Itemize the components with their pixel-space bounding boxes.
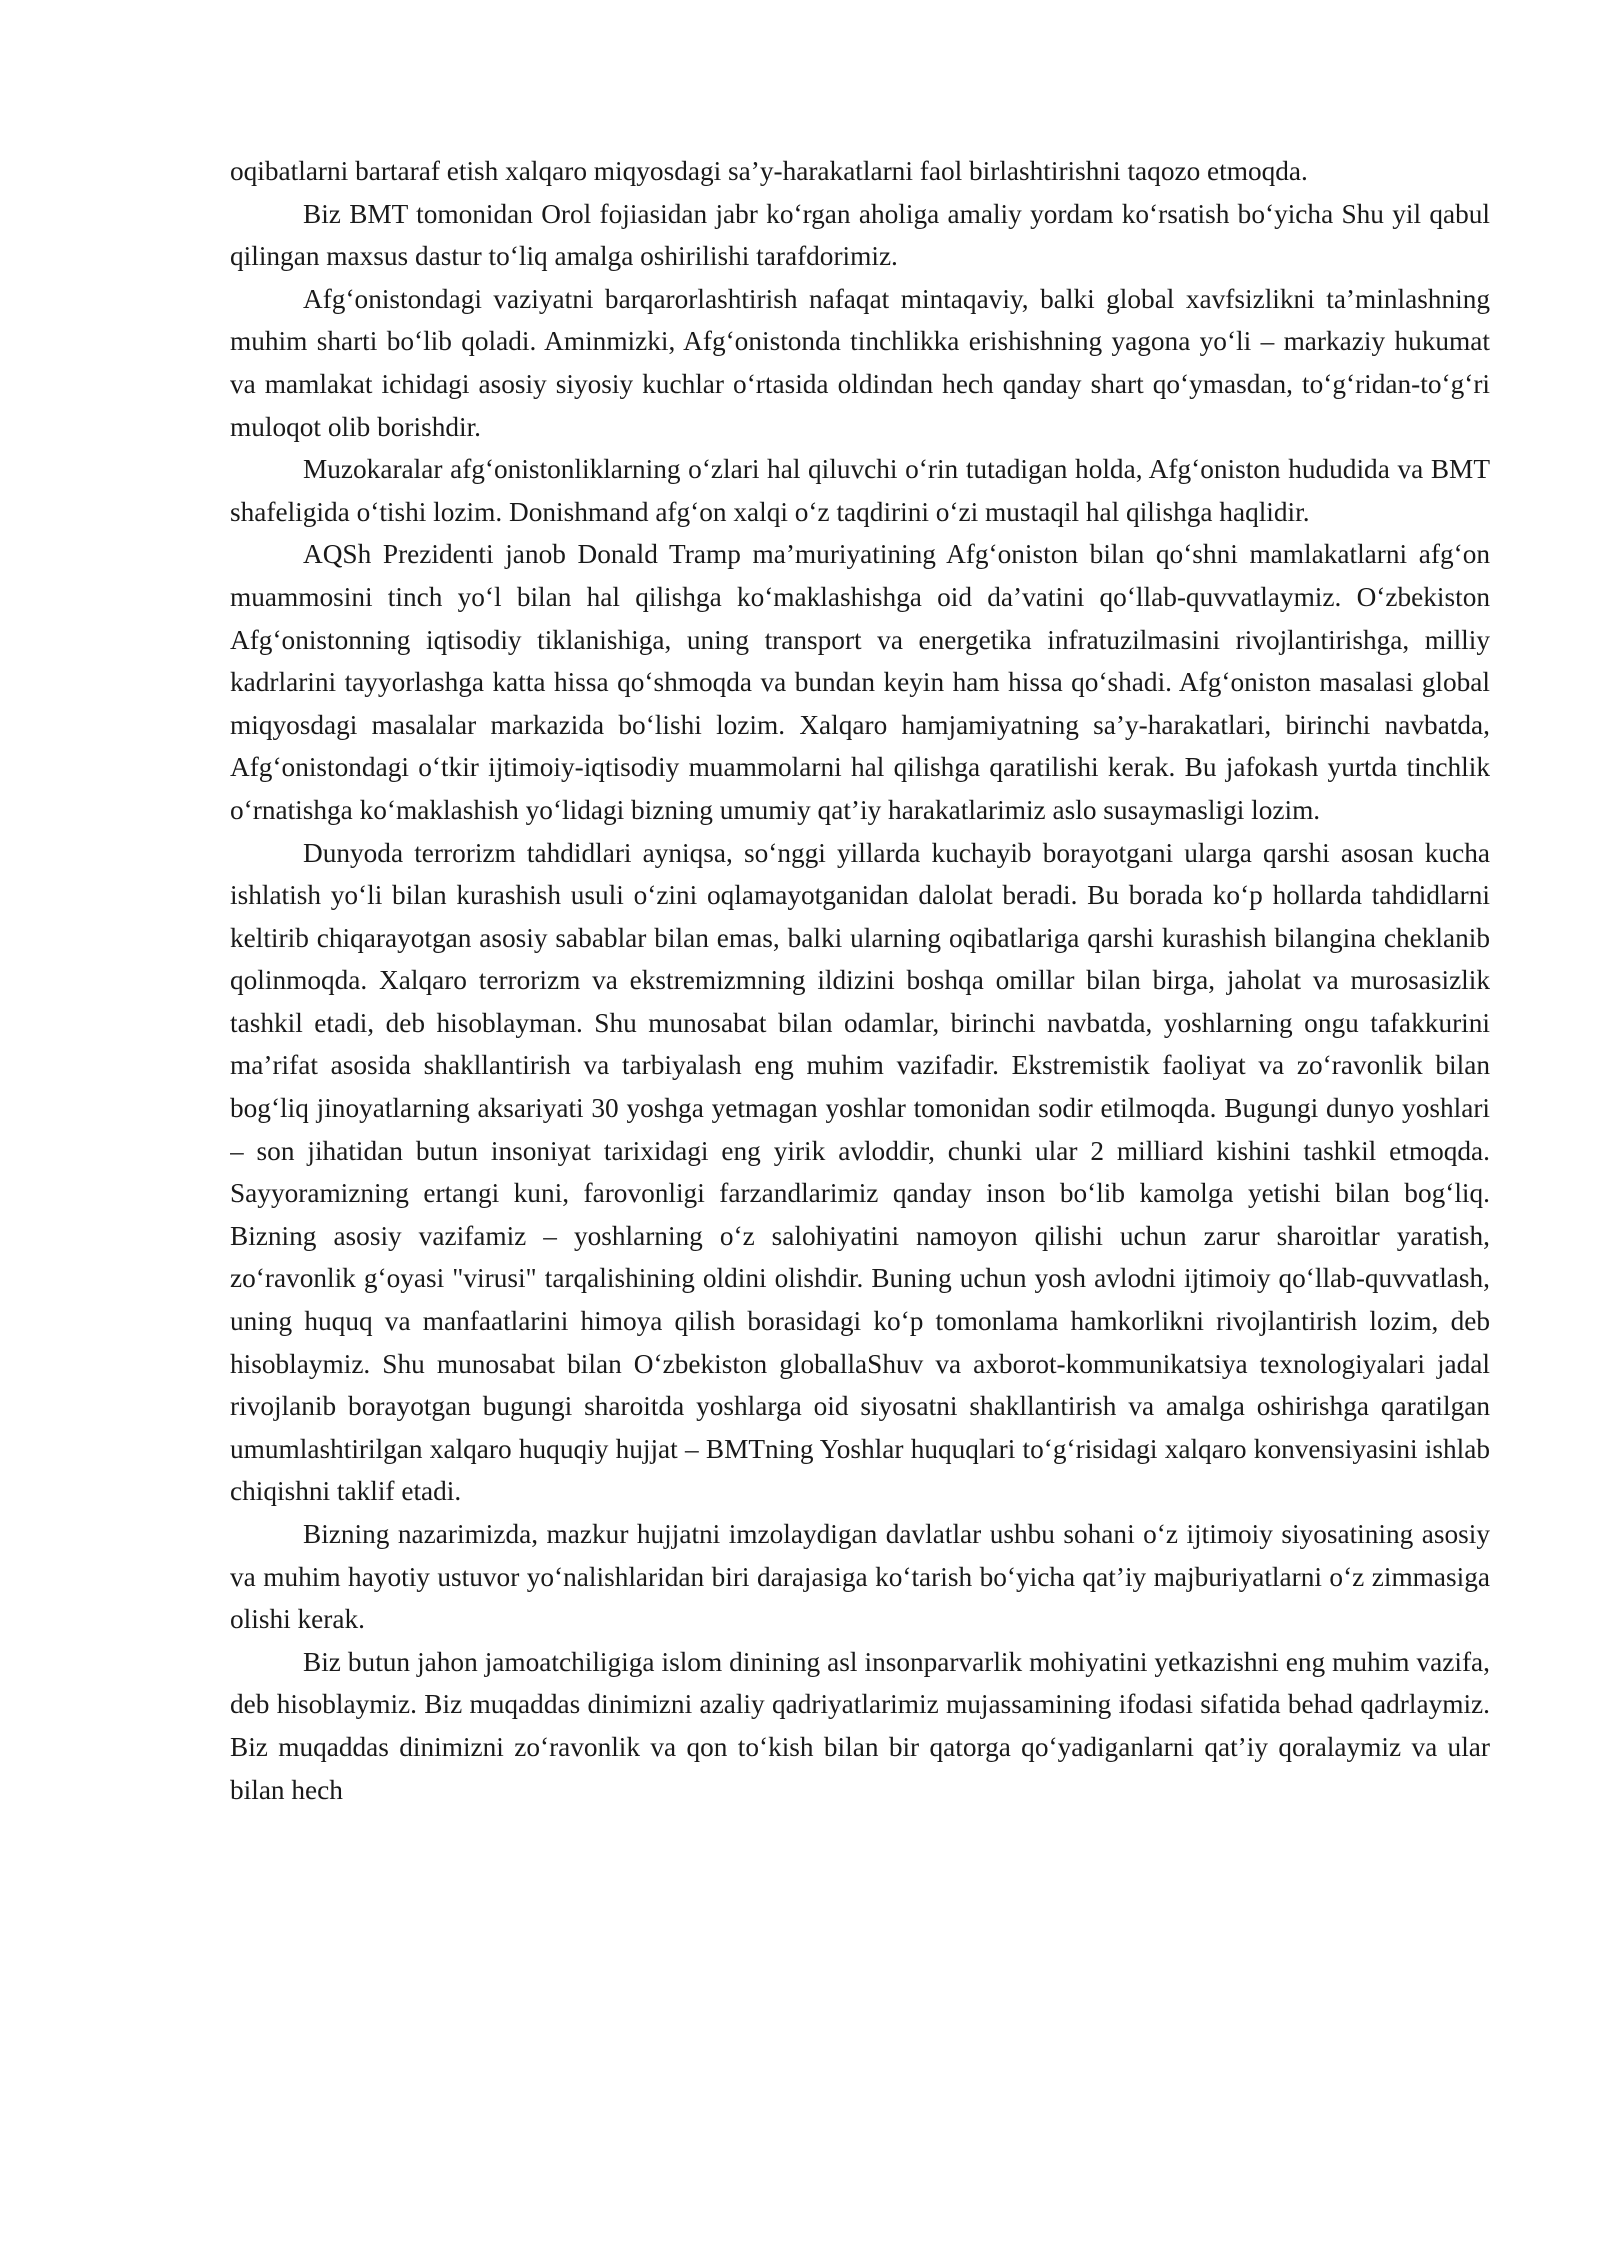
paragraph-terrorism-youth: Dunyoda terrorizm tahdidlari ayniqsa, so‘nggi yillarda kuchayib borayotgani ularga qarshi asosan kucha ishlatish yo‘li bilan kurashish usuli o‘zini oqlamayotganidan dalolat beradi. Bu borada ko‘p hollarda tahdidlarni keltirib chiqarayotgan asosiy sabablar bilan emas, balki ularning oqibatlariga qarshi kurashish bilangina cheklanib qolinmoqda. Xalqaro terrorizm va ekstremizmning ildizini boshqa omillar bilan birga, jaholat va murosasizlik tashkil etadi, deb hisoblayman. Shu munosabat bilan odamlar, birinchi navbatda, yoshlarning ongu tafakkurini ma’rifat asosida shakllantirish va tarbiyalash eng muhim vazifadir. Ekstremistik faoliyat va zo‘ravonlik bilan bog‘liq jinoyatlarning aksariyati 30 yoshga yetmagan yoshlar tomonidan sodir etilmoqda. Bugungi dunyo yoshlari – son jihatidan butun insoniyat tarixidagi eng yirik avloddir, chunki ular 2 milliard kishini tashkil etmoqda. Sayyoramizning ertangi kuni, farovonligi farzandlarimiz qanday inson bo‘lib kamolga yetishi bilan bog‘liq. Bizning asosiy vazifamiz – yoshlarning o‘z salohiyatini namoyon qilishi uchun zarur sharoitlar yaratish, zo‘ravonlik g‘oyasi "virusi" tarqalishining oldini olishdir. Buning uchun yosh avlodni ijtimoiy qo‘llab-quvvatlash, uning huquq va manfaatlarini himoya qilish borasidagi ko‘p tomonlama hamkorlikni rivojlantirish lozim, deb hisoblaymiz. Shu munosabat bilan O‘zbekiston globallaShuv va axborot-kommunikatsiya texnologiyalari jadal rivojlanib borayotgan bugungi sharoitda yoshlarga oid siyosatni shakllantirish va amalga oshirishga qaratilgan umumlashtirilgan xalqaro huquqiy hujjat – BMTning Yoshlar huquqlari to‘g‘risidagi xalqaro konvensiyasini ishlab chiqishni taklif etadi.	[230, 837, 1490, 1507]
document-page	[230, 150, 1490, 2210]
paragraph-islam-values: Biz butun jahon jamoatchiligiga islom dinining asl insonparvarlik mohiyatini yetkazishni eng muhim vazifa, deb hisoblaymiz. Biz muqaddas dinimizni azaliy qadriyatlarimiz mujassamining ifodasi sifatida behad qadrlaymiz. Biz muqaddas dinimizni zo‘ravonlik va qon to‘kish bilan bir qatorga qo‘yadiganlarni qat’iy qoralaymiz va ular bilan hech	[230, 1646, 1490, 1805]
paragraph-afghanistan-stability: Afg‘onistondagi vaziyatni barqarorlashtirish nafaqat mintaqaviy, balki global xavfsizlikni ta’minlashning muhim sharti bo‘lib qoladi. Aminmizki, Afg‘onistonda tinchlikka erishishning yagona yo‘li – markaziy hukumat va mamlakat ichidagi asosiy siyosiy kuchlar o‘rtasida oldindan hech qanday shart qo‘ymasdan, to‘g‘ridan-to‘g‘ri muloqot olib borishdir.	[230, 283, 1490, 442]
document-body	[230, 150, 1490, 1811]
paragraph-continuation: oqibatlarni bartaraf etish xalqaro miqyosdagi sa’y-harakatlarni faol birlashtirishni taqozo etmoqda.	[230, 156, 1308, 186]
paragraph-usa-support: AQSh Prezidenti janob Donald Tramp ma’muriyatining Afg‘oniston bilan qo‘shni mamlakatlarni afg‘on muammosini tinch yo‘l bilan hal qilishga ko‘maklashishga oid da’vatini qo‘llab-quvvatlaymiz. O‘zbekiston Afg‘onistonning iqtisodiy tiklanishiga, uning transport va energetika infratuzilmasini rivojlantirishga, milliy kadrlarini tayyorlashga katta hissa qo‘shmoqda va bundan keyin ham hissa qo‘shadi. Afg‘oniston masalasi global miqyosdagi masalalar markazida bo‘lishi lozim. Xalqaro hamjamiyatning sa’y-harakatlari, birinchi navbatda, Afg‘onistondagi o‘tkir ijtimoiy-iqtisodiy muammolarni hal qilishga qaratilishi kerak. Bu jafokash yurtda tinchlik o‘rnatishga ko‘maklashish yo‘lidagi bizning umumiy qat’iy harakatlarimiz aslo susaymasligi lozim.	[230, 539, 1490, 825]
paragraph-negotiations: Muzokaralar afg‘onistonliklarning o‘zlari hal qiluvchi o‘rin tutadigan holda, Afg‘oniston hududida va BMT shafeligida o‘tishi lozim. Donishmand afg‘on xalqi o‘z taqdirini o‘zi mustaqil hal qilishga haqlidir.	[230, 454, 1490, 527]
paragraph-aral-sea: Biz BMT tomonidan Orol fojiasidan jabr ko‘rgan aholiga amaliy yordam ko‘rsatish bo‘yicha Shu yil qabul qilingan maxsus dastur to‘liq amalga oshirilishi tarafdorimiz.	[230, 198, 1490, 272]
paragraph-convention-obligations: Bizning nazarimizda, mazkur hujjatni imzolaydigan davlatlar ushbu sohani o‘z ijtimoiy siyosatining asosiy va muhim hayotiy ustuvor yo‘nalishlaridan biri darajasiga ko‘tarish bo‘yicha qat’iy majburiyatlarni o‘z zimmasiga olishi kerak.	[230, 1519, 1490, 1635]
